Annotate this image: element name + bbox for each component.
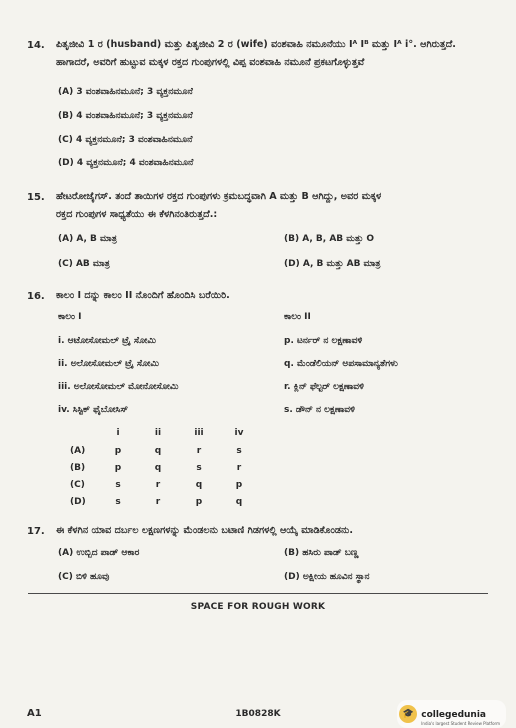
- logo-tagline: India's largest Student Review Platform: [421, 721, 500, 726]
- grid-row-c-label[interactable]: (C): [70, 480, 85, 490]
- page-code: A1: [27, 708, 42, 719]
- column-2-item-p: p. ಟರ್ನರ್ ನ ಲಕ್ಷಣಾವಳಿ: [284, 336, 363, 346]
- column-2-heading: ಕಾಲಂ II: [284, 312, 311, 322]
- grid-row-d-label[interactable]: (D): [70, 497, 86, 507]
- question-15-option-c[interactable]: (C) AB ಮಾತ್ರ: [58, 259, 110, 269]
- grid-row-d-cell-1: s: [115, 497, 121, 507]
- question-17-option-c[interactable]: (C) ಬಿಳಿ ಹೂವು: [58, 572, 110, 582]
- question-14-stem-line-1: ಪಿತೃಜೀವಿ 1 ರ (husband) ಮತ್ತು ಪಿತೃಜೀವಿ 2 ರ (wife) ವಂಶವಾಹಿ ನಮೂನೆಯು Iᴬ Iᴮ ಮತ್ತು Iᴬ i°. ಆಗಿರುತ್ತದೆ.: [56, 39, 456, 50]
- section-divider: [28, 593, 488, 594]
- rough-work-label: SPACE FOR ROUGH WORK: [190, 602, 326, 612]
- question-14-number: 14.: [27, 40, 45, 51]
- grid-row-d-cell-2: r: [155, 497, 161, 507]
- grid-head-ii: ii: [154, 428, 162, 438]
- column-1-item-iii: iii. ಅಲೋಸೋಮಲ್ ಮೋನೋಸೋಮಿ: [58, 382, 179, 392]
- question-15-option-b[interactable]: (B) A, B, AB ಮತ್ತು O: [284, 234, 375, 244]
- column-2-item-s: s. ಡೌನ್ ನ ಲಕ್ಷಣಾವಳಿ: [284, 405, 355, 415]
- column-2-item-q: q. ಮೆಂಡೆಲಿಯನ್ ಅಪಸಾಮಾನ್ಯತೆಗಳು: [284, 359, 398, 369]
- question-17-option-b[interactable]: (B) ಹಸಿರು ಪಾಡ್ ಬಣ್ಣ: [284, 548, 359, 558]
- grid-head-iv: iv: [234, 428, 244, 438]
- question-16-stem: ಕಾಲಂ I ದನ್ನು ಕಾಲಂ II ನೊಂದಿಗೆ ಹೊಂದಿಸಿ ಬರೆಯಿರಿ.: [56, 290, 230, 301]
- grid-head-i: i: [116, 428, 120, 438]
- grid-row-d-cell-3: p: [195, 497, 203, 507]
- grid-row-a-cell-3: r: [196, 446, 202, 456]
- question-17-stem: ಈ ಕೆಳಗಿನ ಯಾವ ದರ್ಬಲ ಲಕ್ಷಣಗಳನ್ನು ಮೆಂಡಲನು ಬಟಾಣಿ ಗಿಡಗಳಲ್ಲಿ ಆಯ್ಕೆ ಮಾಡಿಕೊಂಡನು.: [56, 525, 353, 536]
- question-15-stem-line-1: ಹೇಟರೋಜೈಗಸ್. ತಂದೆ ತಾಯಿಗಳ ರಕ್ತದ ಗುಂಪುಗಳು ಕ್ರಮಬದ್ಧವಾಗಿ A ಮತ್ತು B ಆಗಿದ್ದು, ಅವರ ಮಕ್ಕಳ: [56, 191, 382, 202]
- collegedunia-logo: [397, 700, 506, 728]
- booklet-code: 1B0828K: [235, 709, 281, 719]
- grid-row-a-cell-2: q: [154, 446, 162, 456]
- question-14-option-b[interactable]: (B) 4 ವಂಶವಾಹಿನಮೂನೆ; 3 ವ್ಯಕ್ತನಮೂನೆ: [58, 111, 193, 121]
- column-1-item-iv: iv. ಸಿಸ್ಟಿಕ್ ಫೈಬೋಸಿಸ್: [58, 405, 129, 415]
- question-15-stem: [56, 188, 496, 224]
- column-1-item-ii: ii. ಅಲೋಸೋಮಲ್ ಟ್ರೈ ಸೋಮಿ: [58, 359, 159, 369]
- grid-row-c-cell-4: p: [235, 480, 243, 490]
- question-14-stem-line-2: ಹಾಗಾದರೆ, ಅವರಿಗೆ ಹುಟ್ಟುವ ಮಕ್ಕಳ ರಕ್ತದ ಗುಂಪುಗಳಲ್ಲಿ ವಿಪ್ಪ ವಂಶವಾಹಿ ನಮೂನೆ ಪ್ರಕಟಗೊಳ್ಳುತ್ತವೆ: [56, 57, 365, 68]
- graduation-cap-icon: 🎓: [399, 705, 417, 723]
- question-17-option-a[interactable]: (A) ಉಬ್ಬಿದ ಪಾಡ್ ಆಕಾರ: [58, 548, 140, 558]
- question-15-stem-line-2: ರಕ್ತದ ಗುಂಪುಗಳ ಸಾಧ್ಯತೆಯು ಈ ಕೆಳಗಿನಂತಿರುತ್ತದೆ.:: [56, 209, 218, 220]
- logo-name: collegedunia: [421, 710, 486, 720]
- grid-row-a-cell-4: s: [236, 446, 242, 456]
- grid-row-b-cell-2: q: [154, 463, 162, 473]
- column-1-item-i: i. ಆಟೋಸೋಮಲ್ ಟ್ರೈ ಸೋಮಿ: [58, 336, 156, 346]
- grid-row-b-cell-3: s: [196, 463, 202, 473]
- question-15-option-a[interactable]: (A) A, B ಮಾತ್ರ: [58, 234, 117, 244]
- column-2-item-r: r. ಕ್ಲಿನ್ ಫೆಲ್ಟರ್ ಲಕ್ಷಣಾವಳಿ: [284, 382, 364, 392]
- grid-row-a-cell-1: p: [114, 446, 122, 456]
- grid-row-b-cell-1: p: [114, 463, 122, 473]
- grid-row-c-cell-1: s: [115, 480, 121, 490]
- grid-row-a-label[interactable]: (A): [70, 446, 86, 456]
- question-14-stem: [56, 36, 496, 72]
- question-15-number: 15.: [27, 192, 45, 203]
- grid-row-d-cell-4: q: [235, 497, 243, 507]
- question-14-option-d[interactable]: (D) 4 ವ್ಯಕ್ತನಮೂನೆ; 4 ವಂಶವಾಹಿನಮೂನೆ: [58, 158, 194, 168]
- question-14-option-c[interactable]: (C) 4 ವ್ಯಕ್ತನಮೂನೆ; 3 ವಂಶವಾಹಿನಮೂನೆ: [58, 135, 193, 145]
- column-1-heading: ಕಾಲಂ I: [58, 312, 82, 322]
- grid-row-c-cell-2: r: [155, 480, 161, 490]
- grid-row-b-label[interactable]: (B): [70, 463, 86, 473]
- question-17-option-d[interactable]: (D) ಅಕ್ಷೀಯ ಹೂವಿನ ಸ್ಥಾನ: [284, 572, 370, 582]
- grid-head-iii: iii: [194, 428, 204, 438]
- question-16-number: 16.: [27, 291, 45, 302]
- question-14-option-a[interactable]: (A) 3 ವಂಶವಾಹಿನಮೂನೆ; 3 ವ್ಯಕ್ತನಮೂನೆ: [58, 87, 193, 97]
- grid-row-b-cell-4: r: [236, 463, 242, 473]
- question-17-number: 17.: [27, 526, 45, 537]
- question-15-option-d[interactable]: (D) A, B ಮತ್ತು AB ಮಾತ್ರ: [284, 259, 381, 269]
- grid-row-c-cell-3: q: [195, 480, 203, 490]
